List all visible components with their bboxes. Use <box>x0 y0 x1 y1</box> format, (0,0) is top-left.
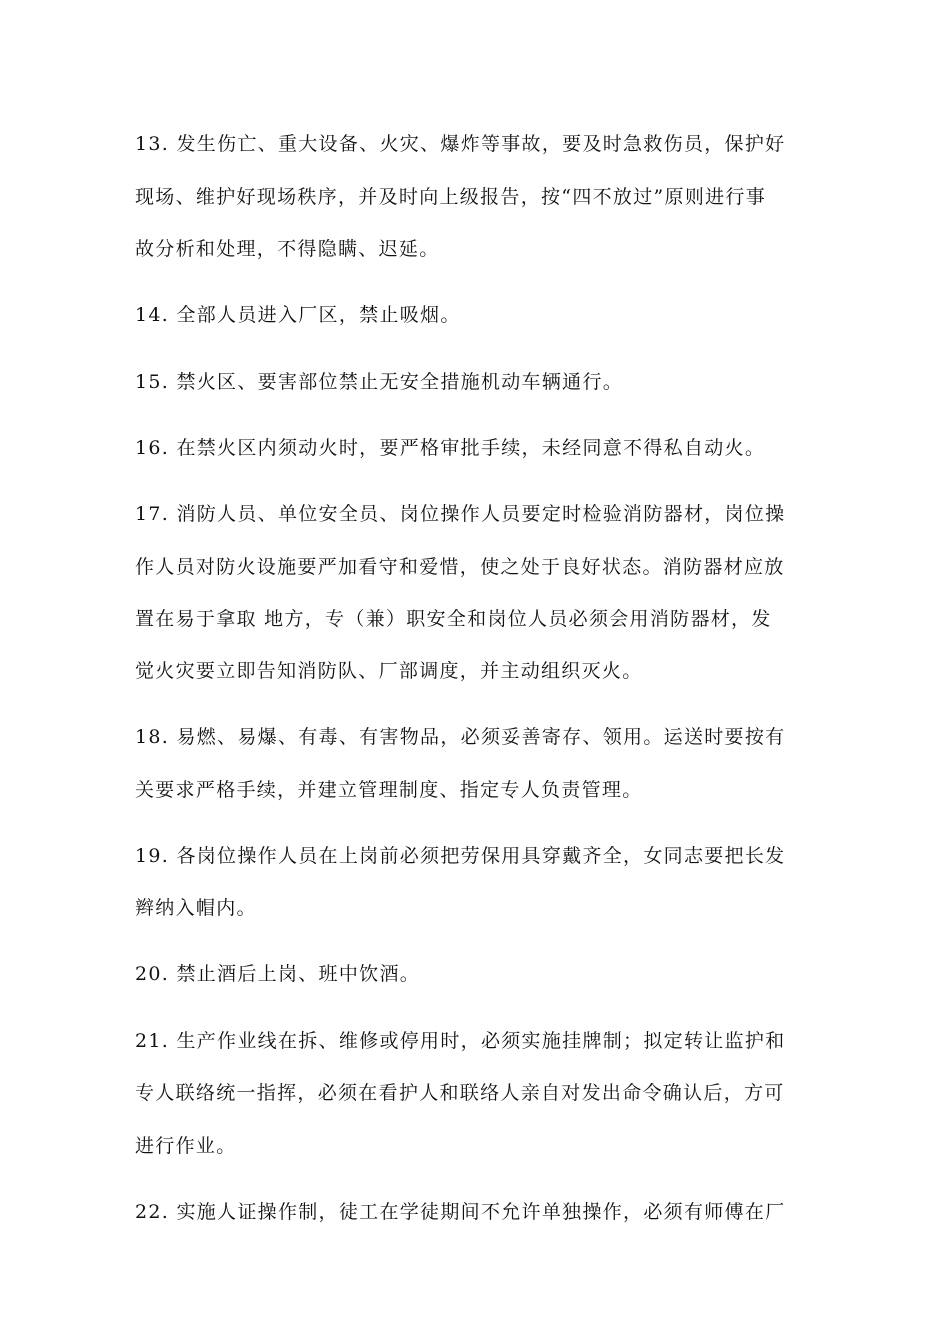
paragraph-line: 20. 禁止酒后上岗、班中饮酒。 <box>135 963 421 985</box>
paragraph-line: 13. 发生伤亡、重大设备、火灾、爆炸等事故，要及时急救伤员，保护好 <box>135 133 786 155</box>
paragraph-line: 17. 消防人员、单位安全员、岗位操作人员要定时检验消防器材，岗位操 <box>135 503 786 525</box>
paragraph-line: 关要求严格手续，并建立管理制度、指定专人负责管理。 <box>135 779 643 801</box>
paragraph-line: 22. 实施人证操作制，徒工在学徒期间不允许单独操作，必须有师傅在厂 <box>135 1201 786 1223</box>
paragraph-line: 现场、维护好现场秩序，并及时向上级报告，按“四不放过”原则进行事 <box>135 186 767 208</box>
paragraph-line: 21. 生产作业线在拆、维修或停用时，必须实施挂牌制；拟定转让监护和 <box>135 1030 786 1052</box>
paragraph-line: 15. 禁火区、要害部位禁止无安全措施机动车辆通行。 <box>135 371 624 393</box>
paragraph-line: 16. 在禁火区内须动火时，要严格审批手续，未经同意不得私自动火。 <box>135 437 766 459</box>
paragraph-line: 置在易于拿取 地方，专（兼）职安全和岗位人员必须会用消防器材，发 <box>135 608 772 630</box>
paragraph-line: 故分析和处理，不得隐瞒、迟延。 <box>135 238 440 260</box>
paragraph-line: 觉火灾要立即告知消防队、厂部调度，并主动组织灭火。 <box>135 660 643 682</box>
paragraph-line: 作人员对防火设施要严加看守和爱惜，使之处于良好状态。消防器材应放 <box>135 556 785 578</box>
paragraph-line: 进行作业。 <box>135 1135 237 1157</box>
paragraph-line: 14. 全部人员进入厂区，禁止吸烟。 <box>135 304 461 326</box>
paragraph-line: 辫纳入帽内。 <box>135 897 257 919</box>
paragraph-line: 19. 各岗位操作人员在上岗前必须把劳保用具穿戴齐全，女同志要把长发 <box>135 845 786 867</box>
paragraph-line: 18. 易燃、易爆、有毒、有害物品，必须妥善寄存、领用。运送时要按有 <box>135 726 786 748</box>
paragraph-line: 专人联络统一指挥，必须在看护人和联络人亲自对发出命令确认后，方可 <box>135 1082 785 1104</box>
